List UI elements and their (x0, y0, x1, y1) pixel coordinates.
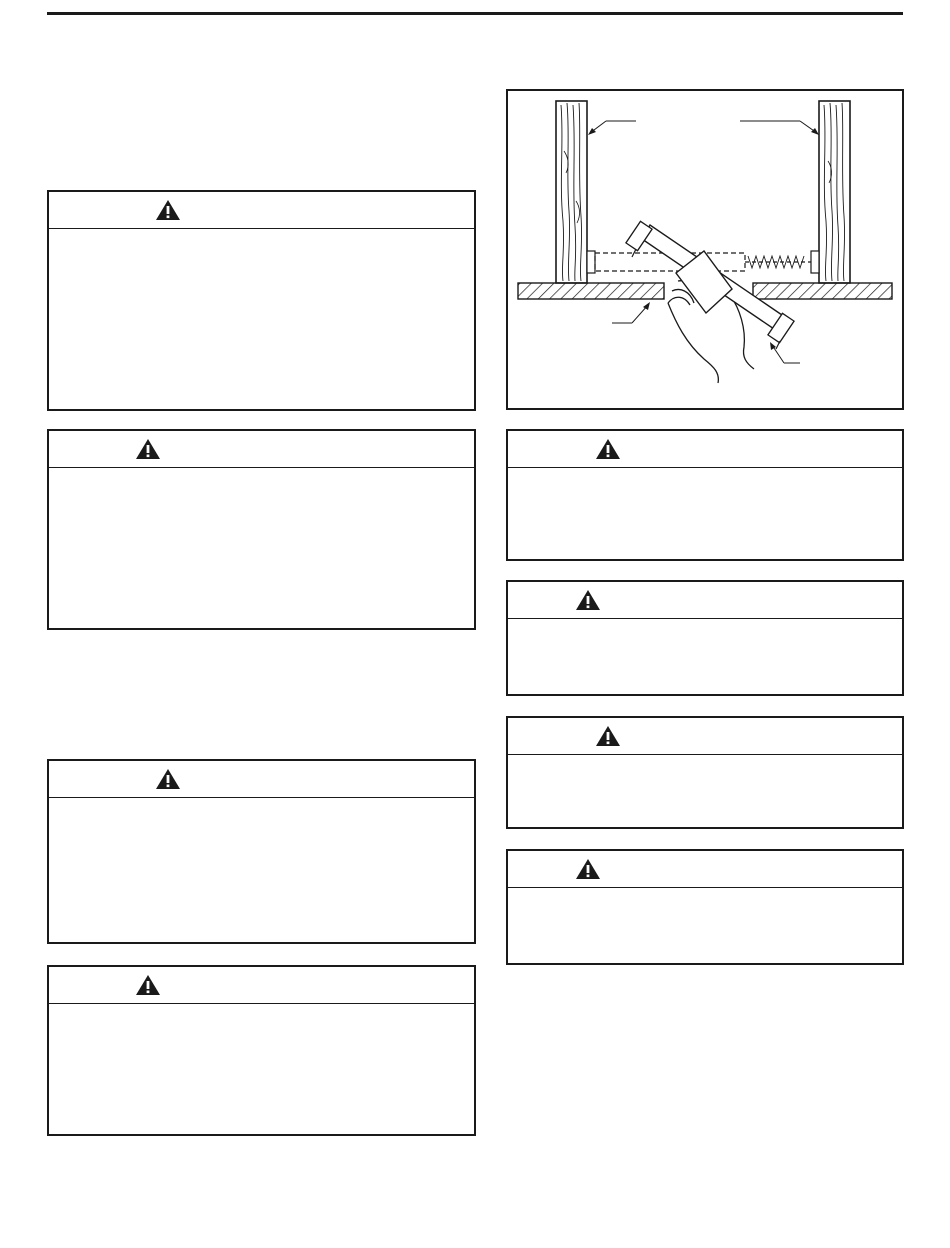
warning-header (508, 582, 902, 619)
warning-header (49, 431, 474, 468)
warning-triangle-icon (135, 438, 161, 460)
warning-triangle-icon (575, 589, 601, 611)
warning-header (508, 851, 902, 888)
warning-box-4 (47, 965, 476, 1136)
right-joist (819, 101, 850, 283)
installation-illustration (508, 91, 902, 408)
warning-box-7 (506, 716, 904, 829)
warning-header (49, 761, 474, 798)
warning-box-6 (506, 580, 904, 696)
warning-triangle-icon (575, 858, 601, 880)
installation-figure (506, 89, 904, 410)
warning-triangle-icon (155, 199, 181, 221)
top-rule (47, 12, 903, 15)
warning-header (49, 967, 474, 1004)
warning-triangle-icon (155, 768, 181, 790)
warning-box-5 (506, 429, 904, 561)
warning-triangle-icon (135, 974, 161, 996)
warning-triangle-icon (595, 438, 621, 460)
warning-header (49, 192, 474, 229)
warning-box-1 (47, 190, 476, 411)
warning-triangle-icon (595, 725, 621, 747)
warning-box-8 (506, 849, 904, 965)
left-joist (556, 101, 587, 283)
warning-header (508, 718, 902, 755)
warning-box-3 (47, 759, 476, 944)
warning-header (508, 431, 902, 468)
warning-box-2 (47, 429, 476, 630)
